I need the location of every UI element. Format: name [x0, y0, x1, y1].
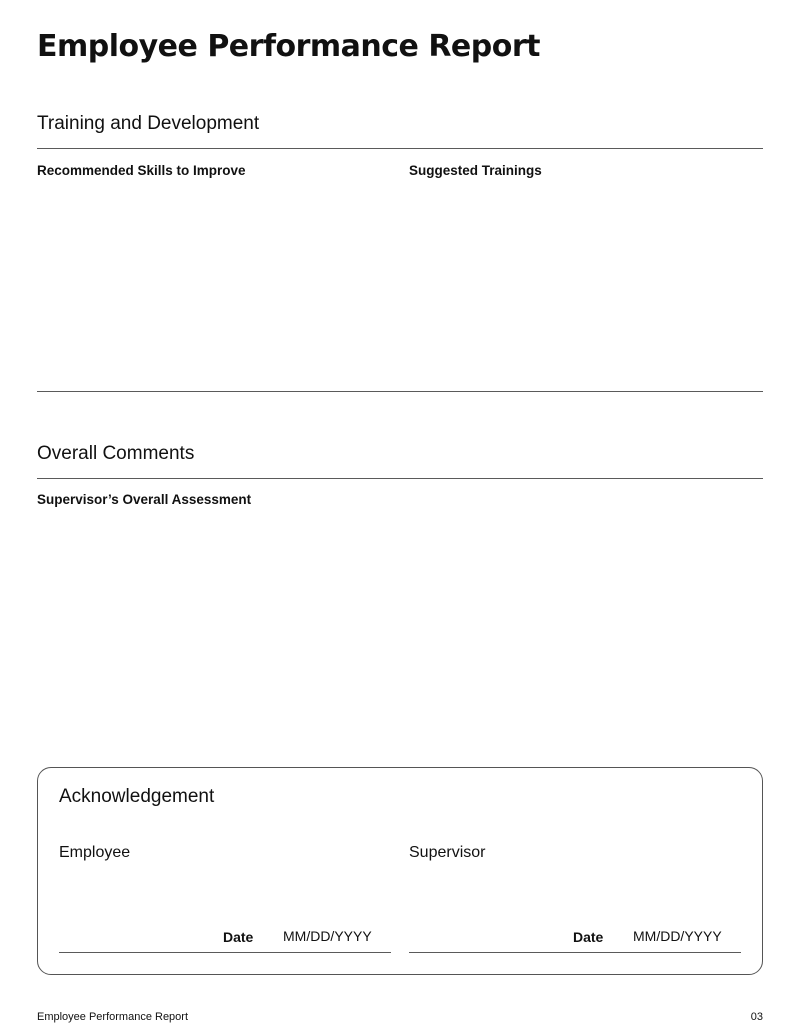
training-top-divider: [37, 148, 763, 149]
overall-assessment-field[interactable]: [37, 514, 763, 754]
employee-signature-area[interactable]: [59, 868, 209, 928]
comments-divider: [37, 478, 763, 479]
supervisor-signature-line: [409, 952, 741, 953]
employee-signature-line: [59, 952, 391, 953]
supervisor-date-label: Date: [573, 929, 604, 945]
skills-to-improve-label: Recommended Skills to Improve: [37, 163, 246, 178]
skills-to-improve-field[interactable]: [37, 184, 397, 384]
supervisor-role-label: Supervisor: [409, 844, 486, 861]
comments-section-heading: Overall Comments: [37, 443, 195, 464]
suggested-trainings-label: Suggested Trainings: [409, 163, 542, 178]
employee-signature-block: [59, 768, 391, 974]
employee-role-label: Employee: [59, 844, 131, 861]
suggested-trainings-field[interactable]: [409, 184, 763, 384]
footer-document-name: Employee Performance Report: [37, 1011, 189, 1023]
acknowledgement-heading: Acknowledgement: [59, 786, 215, 807]
supervisor-date-input[interactable]: [633, 926, 737, 946]
employee-date-input[interactable]: [283, 926, 387, 946]
training-section-heading: Training and Development: [37, 113, 260, 134]
footer-page-number: 03: [750, 1011, 763, 1023]
overall-assessment-label: Supervisor’s Overall Assessment: [37, 492, 252, 507]
employee-date-label: Date: [223, 929, 254, 945]
training-bottom-divider: [37, 391, 763, 392]
acknowledgement-box: [37, 767, 763, 975]
page-title: Employee Performance Report: [37, 29, 541, 64]
supervisor-signature-block: [409, 768, 741, 974]
supervisor-signature-area[interactable]: [409, 868, 559, 928]
